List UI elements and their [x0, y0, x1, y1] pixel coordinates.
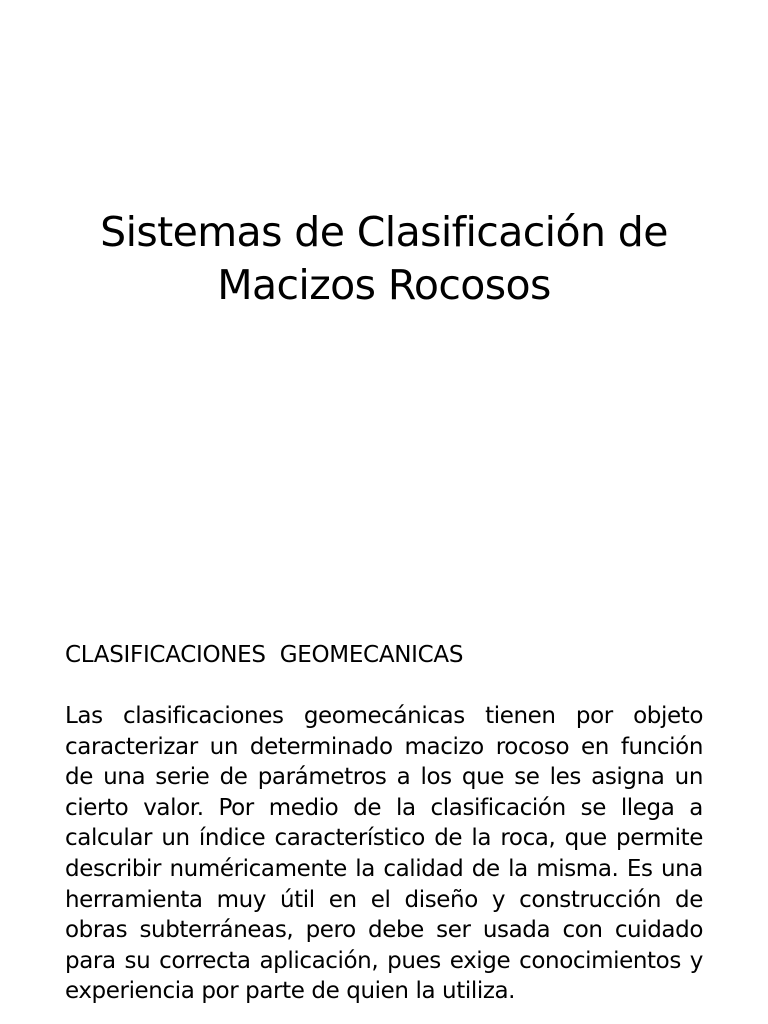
body-paragraph: Las clasificaciones geomecánicas tienen por objeto caracterizar un determinado macizo rocoso en función de una serie de parámetros a los que se les asigna un cierto valor. Por medio de la clasificación se llega a calcular un índice característico de la roca, que permite describir numéricamente la calidad de la misma. Es una herramienta muy útil en el diseño y construcción de obras subterráneas, pero debe ser usada con cuidado para su correcta aplicación, pues exige conocimientos y experiencia por parte de quien la utiliza.: [65, 703, 703, 1005]
section-heading: CLASIFICACIONES GEOMECANICAS: [65, 642, 464, 668]
title-line-2: Macizos Rocosos: [217, 261, 551, 309]
slide-title: [0, 206, 768, 312]
content-slide: [0, 620, 768, 1024]
title-line-1: Sistemas de Clasificación de: [100, 208, 668, 256]
